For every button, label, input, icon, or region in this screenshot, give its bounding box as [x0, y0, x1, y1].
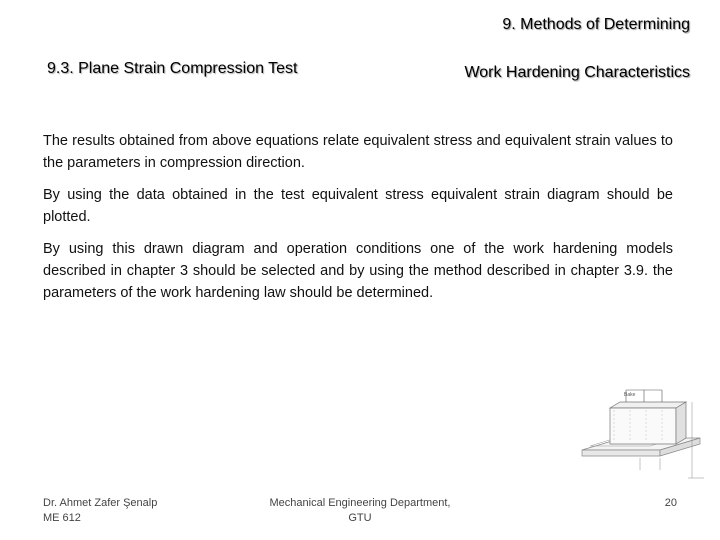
page-number: 20	[664, 497, 677, 509]
footer-author: Dr. Ahmet Zafer Şenalp	[43, 497, 158, 509]
footer-department: Mechanical Engineering Department,	[269, 497, 451, 509]
footer-institution: GTU	[348, 512, 372, 524]
subsection-title: 9.3. Plane Strain Compression Test	[47, 60, 298, 77]
paragraph-3: By using this drawn diagram and operation conditions one of the work hardening models described in chapter 3 should be selected and by using the method described in chapter 3.9. the parameters of the work hardening law should be determined.	[43, 241, 673, 301]
footer-course: ME 612	[43, 512, 81, 524]
paragraph-1: The results obtained from above equations relate equivalent stress and equivalent strain values to the parameters in compression direction.	[43, 133, 673, 171]
paragraph-2: By using the data obtained in the test equivalent stress equivalent strain diagram should be plotted.	[43, 187, 673, 225]
figure-label: Bake	[624, 392, 636, 398]
section-title-line2: Work Hardening Characteristics	[464, 64, 690, 81]
footer-author-block	[43, 496, 157, 526]
compression-test-figure	[580, 388, 710, 488]
section-title-line1: 9. Methods of Determining	[502, 16, 690, 33]
footer-department-block	[240, 496, 480, 526]
